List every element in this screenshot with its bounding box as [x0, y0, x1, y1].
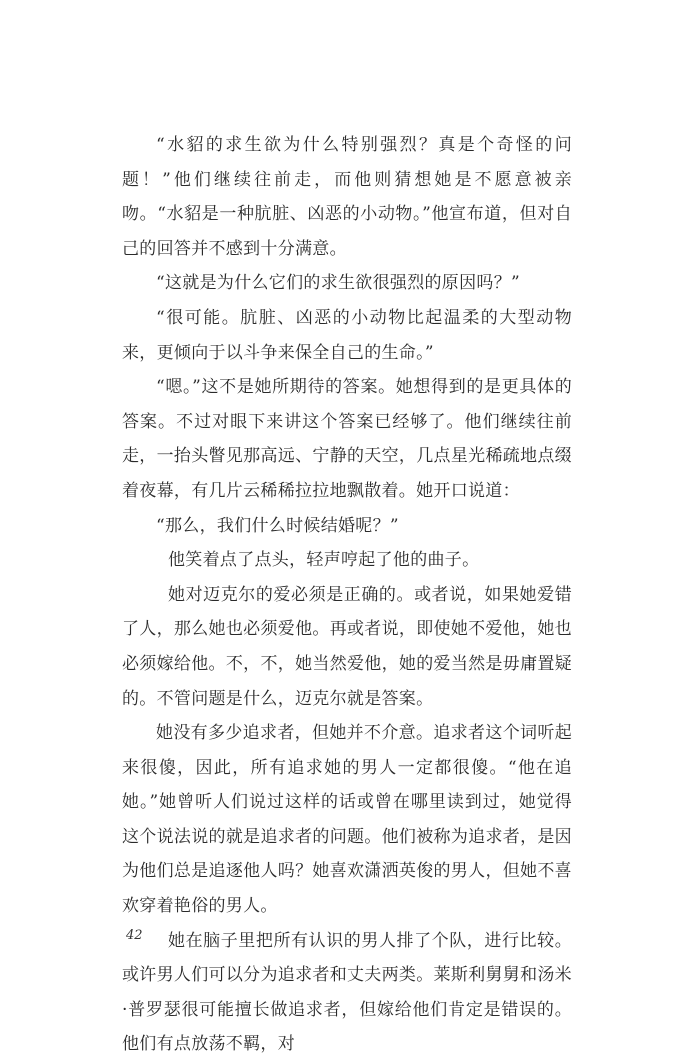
paragraph-1: “水貂的求生欲为什么特别强烈？真是个奇怪的问题！”他们继续往前走，而他则猜想她是不愿意被亲吻。“水貂是一种肮脏、凶恶的小动物。”他宣布道，但对自己的回答并不感到十分满意。 [122, 135, 572, 259]
paragraph-2: “这就是为什么它们的求生欲很强烈的原因吗？” [156, 273, 520, 294]
page-number: 42 [126, 928, 143, 943]
paragraph-9: 她在脑子里把所有认识的男人排了个队，进行比较。或许男人们可以分为追求者和丈夫两类。莱斯利舅舅和汤米·普罗瑟很可能擅长做追求者，但嫁给他们肯定是错误的。他们有点放荡不羁，对 [122, 930, 572, 1055]
paragraph-7: 她对迈克尔的爱必须是正确的。或者说，如果她爱错了人，那么她也必须爱他。再或者说，即使她不爱他，她也必须嫁给他。不，不，她当然爱他，她的爱当然是毋庸置疑的。不管问题是什么，迈克尔就是答案。 [122, 584, 572, 709]
paragraph-5: “那么，我们什么时候结婚呢？” [156, 515, 399, 536]
paragraph-6: 他笑着点了点头，轻声哼起了他的曲子。 [168, 550, 480, 571]
paragraph-8: 她没有多少追求者，但她并不介意。追求者这个词听起来很傻，因此，所有追求她的男人一定都很傻。“他在追她。”她曾听人们说过这样的话或曾在哪里读到过，她觉得这个说法说的就是追求者的问题。他们被称为追求者，是因为他们总是追逐他人吗？她喜欢潇洒英俊的男人，但她不喜欢穿着艳俗的男人。 [122, 723, 572, 917]
paragraph-3: “很可能。肮脏、凶恶的小动物比起温柔的大型动物来，更倾向于以斗争来保全自己的生命。” [122, 307, 572, 363]
paragraph-4: “嗯。”这不是她所期待的答案。她想得到的是更具体的答案。不过对眼下来讲这个答案已经够了。他们继续往前走，一抬头瞥见那高远、宁静的天空，几点星光稀疏地点缀着夜幕，有几片云稀稀拉拉地飘散着。她开口说道： [122, 377, 572, 501]
body-text [122, 128, 572, 1062]
